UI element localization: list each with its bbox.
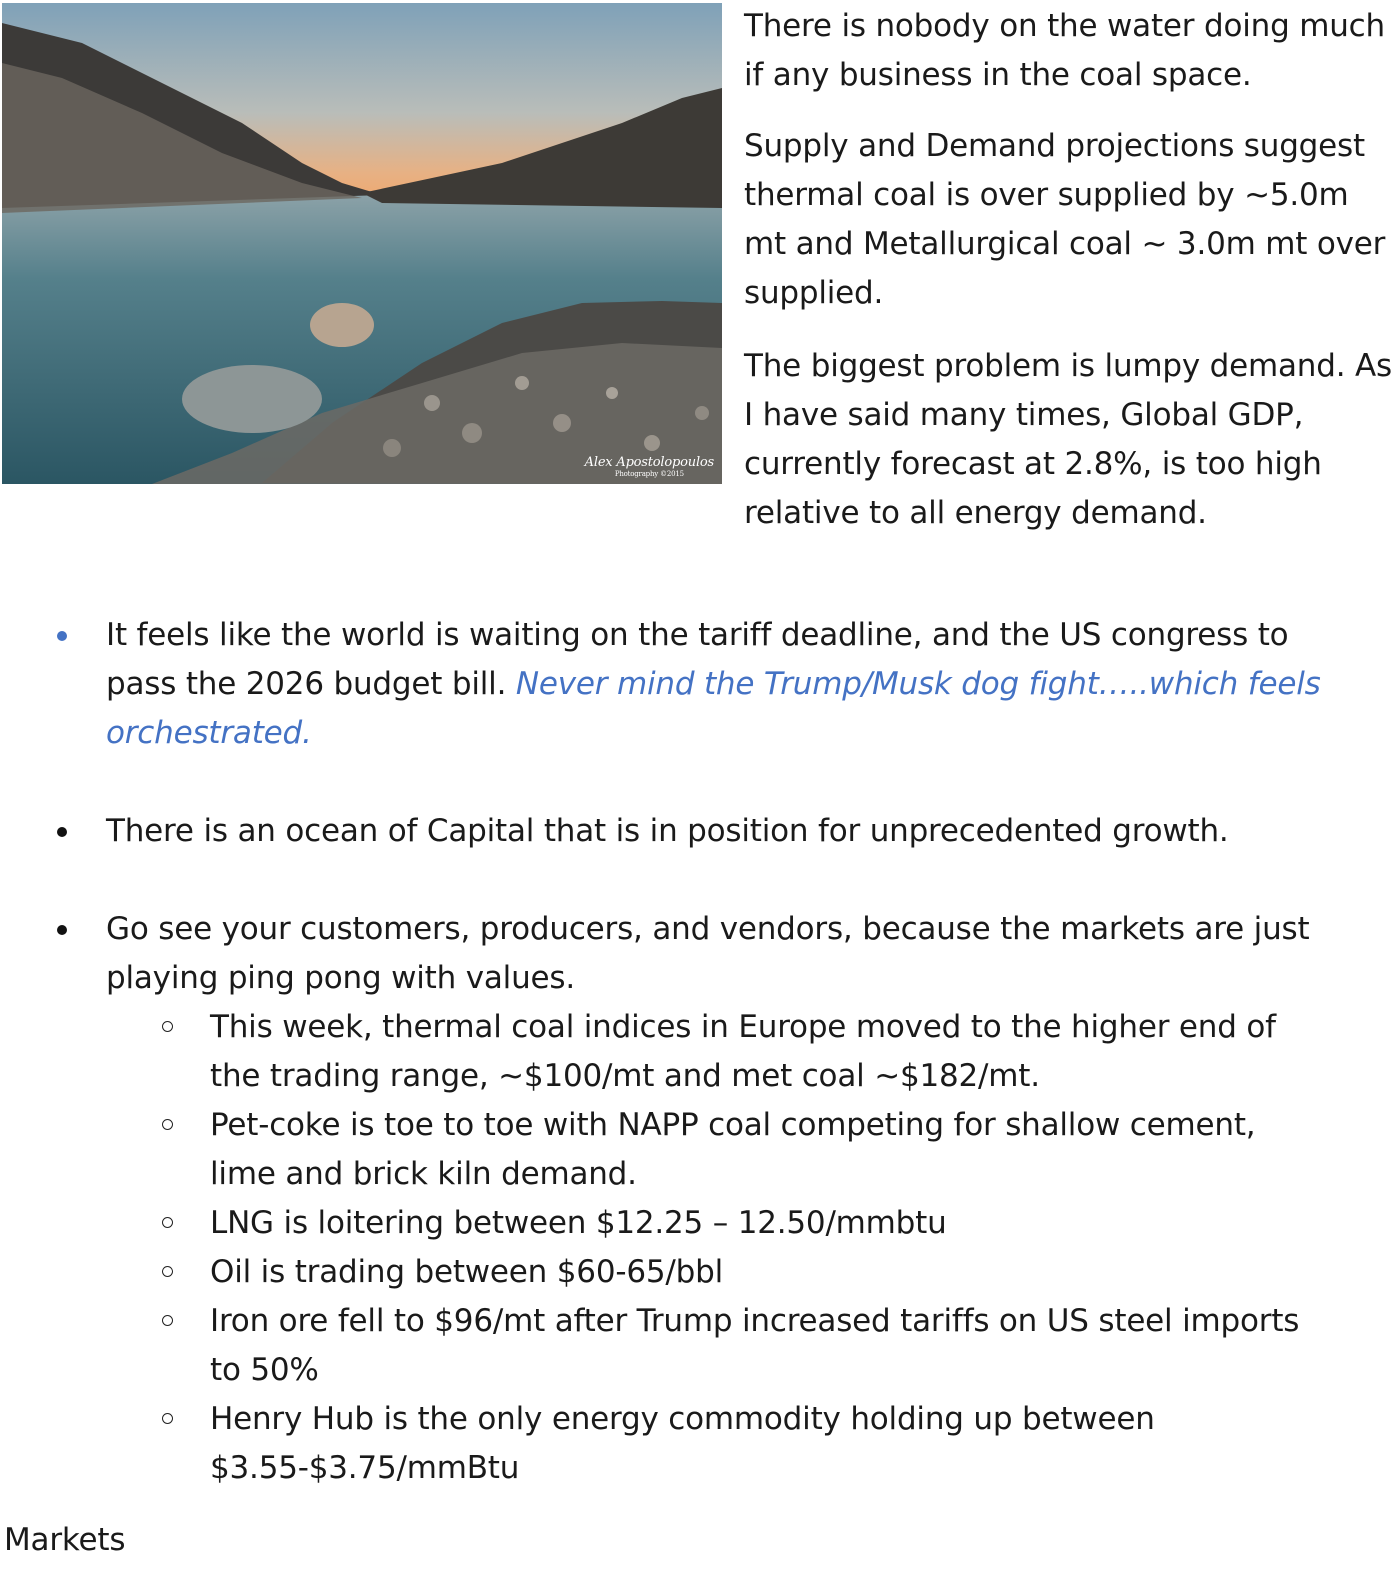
sub-bullet-item: [106, 1248, 1353, 1297]
ring-bullet-icon: [162, 1021, 173, 1032]
bullet-text: Go see your customers, producers, and vendors, because the markets are just playing ping pong with values.: [106, 911, 1310, 996]
bullet-dot-icon: [57, 631, 67, 641]
sub-bullet-item: [106, 1101, 1353, 1199]
ring-bullet-icon: [162, 1413, 173, 1424]
watermark-name: Alex Apostolopoulos: [584, 455, 714, 470]
bullet-dot-icon: [57, 827, 67, 837]
ring-bullet-icon: [162, 1266, 173, 1277]
intro-paragraph-3: The biggest problem is lumpy demand. As I have said many times, Global GDP, currently forecast at 2.8%, is too high relative to all energy demand.: [744, 348, 1392, 531]
sub-bullet-item: [106, 1297, 1353, 1395]
bullet-text: There is an ocean of Capital that is in position for unprecedented growth.: [106, 813, 1229, 849]
photo-watermark: [585, 456, 714, 478]
intro-paragraph-1: There is nobody on the water doing much if any business in the coal space.: [744, 8, 1385, 93]
sub-bullet-text: Pet-coke is toe to toe with NAPP coal competing for shallow cement, lime and brick kiln demand.: [210, 1107, 1256, 1192]
sub-bullet-item: [106, 1199, 1353, 1248]
ring-bullet-icon: [162, 1217, 173, 1228]
sub-bullet-list: [106, 1003, 1353, 1493]
sub-bullet-text: Henry Hub is the only energy commodity holding up between $3.55-$3.75/mmBtu: [210, 1401, 1155, 1486]
section-heading-markets: Markets: [4, 1522, 126, 1558]
sub-bullet-text: LNG is loitering between $12.25 – 12.50/mmbtu: [210, 1205, 947, 1241]
sub-bullet-text: Oil is trading between $60-65/bbl: [210, 1254, 723, 1290]
ring-bullet-icon: [162, 1315, 173, 1326]
bullet-emphasis: Never mind the Trump/Musk dog fight…..which feels orchestrated.: [106, 666, 1321, 751]
bullet-item: [0, 807, 1393, 856]
bullet-list: [0, 611, 1393, 1493]
sub-bullet-text: Iron ore fell to $96/mt after Trump increased tariffs on US steel imports to 50%: [210, 1303, 1300, 1388]
sub-bullet-text: This week, thermal coal indices in Europe moved to the higher end of the trading range, ~$100/mt and met coal ~$182/mt.: [210, 1009, 1276, 1094]
sub-bullet-item: [106, 1003, 1353, 1101]
sub-bullet-item: [106, 1395, 1353, 1493]
bullet-item: [0, 611, 1393, 758]
ring-bullet-icon: [162, 1119, 173, 1130]
bullet-dot-icon: [57, 925, 67, 935]
lake-photo: [2, 3, 722, 484]
bullet-text: It feels like the world is waiting on the tariff deadline, and the US congress to pass the 2026 budget bill.: [106, 617, 1289, 702]
lake-photo-art: [2, 3, 722, 484]
bullet-item: [0, 905, 1393, 1493]
watermark-sub: Photography ©2015: [614, 470, 684, 478]
intro-paragraph-2: Supply and Demand projections suggest thermal coal is over supplied by ~5.0m mt and Metallurgical coal ~ 3.0m mt over supplied.: [744, 128, 1386, 311]
